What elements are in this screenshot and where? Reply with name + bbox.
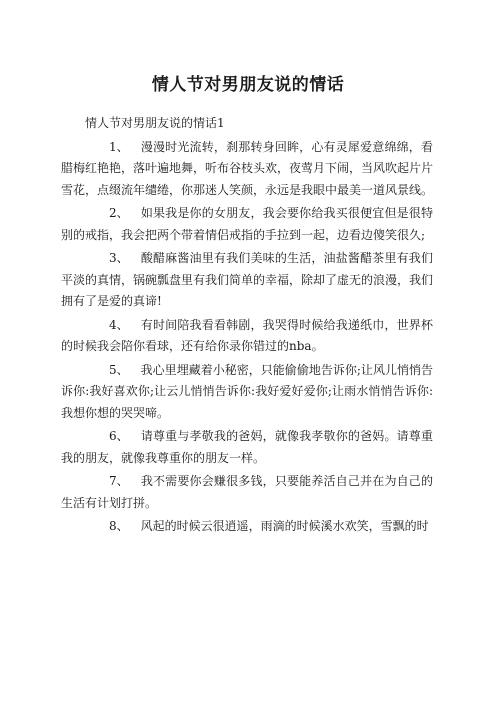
section-subtitle: 情人节对男朋友说的情话1 [85, 116, 225, 130]
document-body [61, 113, 433, 540]
item-number: 2、 [109, 206, 129, 220]
item-number: 5、 [109, 362, 129, 377]
list-item [61, 137, 433, 202]
item-text: 漫漫时光流转，刹那转身回眸，心有灵犀爱意绵绵，看腊梅红艳艳，落叶遍地舞，听布谷枝头欢，夜莺月下闹，当风吹起片片雪花，点缀流年缱绻，你那迷人笑颜，永远是我眼中最美一道风景线。 [61, 139, 434, 197]
list-item [61, 471, 433, 514]
item-number: 6、 [109, 429, 129, 443]
item-text: 我不需要你会赚很多钱，只要能养活自己并在为自己的生活有计划打拼。 [61, 474, 433, 510]
item-number: 7、 [109, 474, 129, 488]
list-item [61, 315, 433, 358]
page-title: 情人节对男朋友说的情话 [151, 75, 345, 95]
item-number: 3、 [109, 251, 129, 265]
item-text: 风起的时候云很逍遥，雨滴的时候溪水欢笑，雪飘的时 [140, 519, 429, 533]
item-text: 请尊重与孝敬我的爸妈，就像我孝敬你的爸妈。请尊重我的朋友，就像我尊重你的朋友一样。 [61, 429, 433, 465]
item-number: 1、 [109, 139, 129, 154]
list-item [61, 516, 433, 538]
item-text: 有时间陪我看看韩剧，我哭得时候给我递纸巾，世界杯的时候我会陪你看球，还有给你录你错过的nba。 [61, 317, 433, 353]
item-text: 如果我是你的女朋友，我会要你给我买很便宜但是很特别的戒指，我会把两个带着情侣戒指的手拉到一起，边看边傻笑很久; [61, 206, 433, 242]
list-item [61, 203, 433, 246]
list-item [61, 248, 433, 313]
list-item [61, 426, 433, 469]
item-number: 8、 [109, 519, 129, 533]
list-item [61, 360, 433, 425]
item-text: 我心里埋藏着小秘密，只能偷偷地告诉你;让风儿悄悄告诉你:我好喜欢你;让云儿悄悄告诉你:我好爱好爱你;让雨水悄悄告诉你:我想你想的哭哭啼。 [61, 362, 433, 420]
item-text: 酸醋麻酱油里有我们美味的生活，油盐酱醋茶里有我们平淡的真情，锅碗瓢盘里有我们简单的幸福，除却了虚无的浪漫，我们拥有了是爱的真谛! [61, 251, 434, 308]
item-number: 4、 [109, 317, 129, 332]
